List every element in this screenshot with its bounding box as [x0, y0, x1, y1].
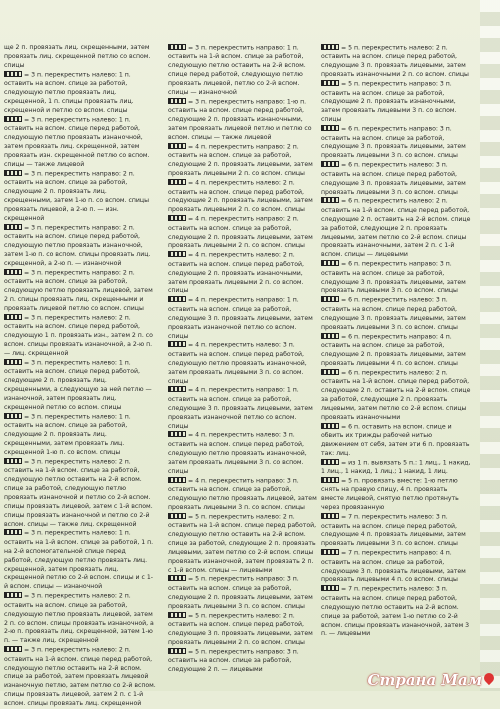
- legend-text: = 3 п. перекрестить направо: 1-ю п. оставить на вспом. спице перед работой, следующие 2 п. провязать изнаночными, затем провязать лицевой петлю и петлю со вспом. спицы — также лицевой: [168, 98, 312, 142]
- legend-entry: [168, 143, 318, 179]
- stitch-symbol-icon: [321, 549, 339, 555]
- legend-entry: [4, 592, 156, 646]
- legend-text: = 6 п. перекрестить направо: 4 п. оставить на вспом. спице за работой, следующие 2 п. провязать лицевыми, затем провязать лицевыми 4 п. со вспом. спицы: [321, 333, 466, 367]
- legend-text: = 3 п. перекрестить налево: 2 п. оставить на вспом. спице за работой, следующую петлю провязать лицевой, затем 2 п. со вспом. спицы провязать изнаночной, а 2-ю п. провязать лиц. скрещенной, затем 1-ю п. — также лиц. скрещенной: [4, 592, 154, 645]
- legend-entry: [168, 513, 318, 576]
- stitch-symbol-icon: [321, 513, 339, 519]
- legend-entry: [4, 269, 156, 314]
- legend-text: = 4 п. перекрестить налево: 3 п. оставить на вспом. спице перед работой, следующую петлю провязать изнаночной, затем провязать лицевыми 3 п. со вспом. спицы: [168, 431, 307, 475]
- legend-column-1: [4, 44, 156, 709]
- stitch-symbol-icon: [168, 612, 186, 618]
- stitch-symbol-icon: [168, 341, 186, 347]
- legend-entry: [4, 224, 156, 269]
- legend-entry: [321, 459, 471, 477]
- legend-entry: [168, 386, 318, 431]
- legend-text: = 3 п. перекрестить направо: 1 п. оставить на 1-й вспом. спице за работой, следующую петлю оставить на 2-й вспом. спице перед работой, следующую петлю провязать лицевой, петлю со 2-й вспом. спицы — изнаночной: [168, 44, 306, 97]
- stitch-symbol-icon: [4, 314, 22, 320]
- legend-entry: [321, 477, 471, 513]
- page-edge-strip: [480, 0, 500, 691]
- legend-text: = 3 п. перекрестить налево: 2 п. оставить на 1-й вспом. спице перед работой, следующую петлю оставить на 2-й вспом. спице за работой, затем провязать лицевой изнаночную петлю, затем петлю со 2-й вспом. спицы провязать лицевой, затем 2 п. с 1-й вспом. спицы провязать лиц. скрещенной: [4, 646, 156, 708]
- legend-text: = 5 п. перекрестить налево: 2 п. оставить на 1-й вспом. спице перед работой, следующую петлю оставить на 2-й вспом. спице за работой, следующие 2 п. провязать лицевыми, затем петлю со 2-й вспом. спицы провязать изнаночной, затем провязать 2 п. с 1-й вспом. спицы — лицевыми: [168, 513, 317, 574]
- stitch-symbol-icon: [4, 458, 22, 464]
- legend-text: = 4 п. перекрестить налево: 2 п. оставить на вспом. спице перед работой, следующие 2 п. провязать изнаночными, затем провязать лицевыми 2 п. со вспом. спицы: [168, 251, 304, 295]
- legend-entry: [168, 648, 318, 675]
- stitch-symbol-icon: [321, 369, 339, 375]
- legend-text: = 5 п. перекрестить направо: 3 п. оставить на вспом. спице за работой, следующие 2 п. — лицевыми: [168, 648, 299, 674]
- stitch-symbol-icon: [168, 143, 186, 149]
- legend-text: = 3 п. перекрестить налево: 2 п. оставить на вспом. спице перед работой, следующую 1 п. провязать изн., затем 2 п. со вспом. спицы провязать изнаночной, а 2-ю п. — лиц. скрещенной: [4, 314, 153, 357]
- stitch-symbol-icon: [168, 431, 186, 437]
- legend-text: = 5 п. провязать вместе: 1-ю петлю снять на правую спицу, 4 п. провязать вместе лицевой, снятую петлю протянуть через провязанную: [321, 477, 459, 512]
- stitch-symbol-icon: [321, 459, 339, 465]
- legend-text: = 4 п. перекрестить налево: 3 п. оставить на вспом. спице перед работой, следующую петлю провязать изнаночной, затем провязать лицевыми 3 п. со вспом. спицы: [168, 341, 307, 385]
- legend-text: = 3 п. перекрестить направо: 2 п. оставить на вспом. спице за работой, следующую петлю провязать лицевой, затем 2 п. спицы провязать лиц. скрещенными и провязать лицевой петлю со вспом. спицы: [4, 269, 153, 312]
- legend-entry: [4, 646, 156, 709]
- legend-text: = 3 п. перекрестить налево: 1 п. оставить на вспом. спице перед работой, следующие 2 п. провязать лиц. скрещенными, а следующую за ней петлю — изнаночной, затем провязать лиц. скрещенной петлю со вспом. спицы: [4, 359, 152, 411]
- legend-text: = из 1 п. вывязать 5 п.: 1 лиц., 1 накид, 1 лиц., 1 накид, 1 лиц.; 1 накид, 1 лиц.: [321, 459, 471, 476]
- stitch-symbol-icon: [4, 116, 22, 122]
- legend-text: = 3 п. перекрестить направо: 2 п. оставить на вспом. спице перед работой, следующую петлю провязать изнаночной, затем 1-ю п. со вспом. спицы провязать лиц. скрещенной, а 2-ю п. — изнаночной: [4, 224, 151, 267]
- stitch-symbol-icon: [4, 646, 22, 652]
- legend-text: = 5 п. перекрестить налево: 2 п. оставить на вспом. спице перед работой, следующие 3 п. провязать лицевыми, затем провязать лицевыми 2 п. со вспом. спицы: [168, 612, 313, 646]
- legend-text: = 5 п. перекрестить налево: 2 п. оставить на вспом. спице перед работой, следующие 3 п. провязать лицевыми, затем провязать изнаночными 2 п. со вспом. спицы: [321, 44, 469, 79]
- legend-text: = 6 п. перекрестить налево: 2 п. оставить на 1-й вспом. спице перед работой, следующие 2 п. оставить на 2-й вспом. спице за работой, следующие 2 п. провязать лицевыми, затем петлю со 2-й вспом. спицы провязать изнаночными: [321, 369, 471, 421]
- legend-entry: [4, 314, 156, 359]
- legend-entry: [4, 44, 156, 71]
- legend-entry: [168, 44, 318, 98]
- legend-entry: [321, 197, 471, 260]
- legend-entry: [321, 423, 471, 459]
- stitch-symbol-icon: [168, 386, 186, 392]
- legend-entry: [321, 585, 471, 639]
- legend-entry: [168, 251, 318, 296]
- stitch-symbol-icon: [168, 575, 186, 581]
- legend-entry: [4, 359, 156, 413]
- stitch-symbol-icon: [168, 179, 186, 185]
- legend-text: = 4 п. перекрестить направо: 2 п. оставить на вспом. спице за работой, следующие 2 п. провязать лицевыми, затем провязать лицевыми 2 п. со вспом. спицы: [168, 215, 313, 250]
- legend-entry: [168, 341, 318, 386]
- legend-text: = 4 п. перекрестить направо: 3 п. оставить на вспом. спице за работой, следующую петлю провязать лицевой, затем провязать лицевыми 3 п. со вспом. спицы: [168, 477, 317, 511]
- legend-entry: [168, 612, 318, 648]
- legend-text: = 4 п. перекрестить направо: 1 п. оставить на вспом. спице за работой, следующие 3 п. провязать лицевыми, затем провязать изнаночной петлю со вспом. спицы: [168, 386, 313, 430]
- legend-entry: [4, 413, 156, 458]
- legend-entry: [4, 116, 156, 170]
- stitch-symbol-icon: [321, 423, 339, 429]
- legend-text: = 4 п. перекрестить направо: 2 п. оставить на вспом. спице за работой, следующие 2 п. провязать лицевыми, затем провязать лицевыми 2 п. со вспом. спицы: [168, 143, 313, 178]
- stitch-symbol-icon: [168, 98, 186, 104]
- legend-entry: [168, 215, 318, 251]
- stitch-symbol-icon: [321, 477, 339, 483]
- stitch-symbol-icon: [321, 197, 339, 203]
- stitch-symbol-icon: [4, 71, 22, 77]
- legend-column-2: [168, 44, 318, 675]
- stitch-symbol-icon: [321, 161, 339, 167]
- stitch-symbol-icon: [168, 477, 186, 483]
- legend-entry: [321, 161, 471, 197]
- legend-entry: [168, 296, 318, 341]
- legend-text: = 6 п. перекрестить налево: 2 п. оставить на 1-й вспом. спице перед работой, следующие 2 п. оставить на 2-й вспом. спице за работой, следующие 2 п. провязать лицевыми, затем петлю со 2-й вспом. спицы провязать изнаночными, затем 2 п. с 1-й вспом. спицы — лицевыми: [321, 197, 471, 259]
- stitch-symbol-icon: [168, 215, 186, 221]
- stitch-symbol-icon: [4, 529, 22, 535]
- stitch-symbol-icon: [321, 296, 339, 302]
- legend-text: = 6 п. перекрестить направо: 3 п. оставить на вспом. спице за работой, следующие 3 п. провязать лицевыми, затем провязать лицевыми 3 п. со вспом. спицы: [321, 260, 466, 295]
- legend-entry: [321, 333, 471, 369]
- legend-text: ще 2 п. провязать лиц. скрещенными, затем провязать лиц. скрещенной петлю со вспом. спицы: [4, 44, 151, 69]
- legend-entry: [4, 71, 156, 116]
- legend-entry: [168, 575, 318, 611]
- stitch-symbol-icon: [321, 585, 339, 591]
- legend-entry: [4, 458, 156, 530]
- stitch-symbol-icon: [4, 224, 22, 230]
- legend-text: = 6 п. оставить на вспом. спице и обвить их трижды рабочей нитью движением от себя, затем эти 6 п. провязать так: лиц.: [321, 423, 470, 457]
- stitch-symbol-icon: [321, 80, 339, 86]
- stitch-symbol-icon: [168, 513, 186, 519]
- legend-entry: [321, 44, 471, 80]
- stitch-symbol-icon: [4, 592, 22, 598]
- legend-entry: [4, 170, 156, 224]
- watermark-logo: [368, 671, 494, 689]
- stitch-symbol-icon: [4, 170, 22, 176]
- stitch-symbol-icon: [168, 44, 186, 50]
- legend-entry: [321, 369, 471, 423]
- stitch-symbol-icon: [4, 359, 22, 365]
- legend-text: = 6 п. перекрестить направо: 3 п. оставить на вспом. спице за работой, следующие 3 п. провязать лицевыми, затем провязать лицевыми 3 п. со вспом. спицы: [321, 125, 466, 160]
- legend-text: = 5 п. перекрестить направо: 3 п. оставить на вспом. спице за работой, следующие 2 п. провязать изнаночными, затем провязать лицевыми 3 п. со вспом. спицы: [321, 80, 457, 124]
- stitch-symbol-icon: [321, 44, 339, 50]
- stitch-symbol-icon: [168, 648, 186, 654]
- legend-text: = 3 п. перекрестить налево: 2 п. оставить на 1-й вспом. спице за работой, следующую петлю оставить на 2-й вспом. спице за работой, следующую петлю провязать изнаночной и петлю со 2-й вспом. спицы провязать лицевой, затем с 1-й вспом. спицы провязать изнаночной и петлю со 2-й вспом. спицы — также лиц. скрещенной: [4, 458, 153, 528]
- legend-text: = 6 п. перекрестить налево: 3 п. оставить на вспом. спице перед работой, следующие 3 п. провязать лицевыми, затем провязать лицевыми 3 п. со вспом. спицы: [321, 296, 466, 331]
- watermark-text: Страна Мам: [367, 671, 482, 689]
- legend-text: = 4 п. перекрестить налево: 2 п. оставить на вспом. спице перед работой, следующие 2 п. провязать лицевыми, затем провязать лицевыми 2 п. со вспом. спицы: [168, 179, 313, 214]
- legend-entry: [321, 125, 471, 161]
- stitch-symbol-icon: [168, 296, 186, 302]
- legend-entry: [168, 431, 318, 476]
- legend-text: = 3 п. перекрестить налево: 1 п. оставить на вспом. спице перед работой, следующую петлю провязать изнаночной, затем провязать лиц. скрещенной, затем провязать изн. скрещенной петлю со вспом. спицы — также лицевой: [4, 116, 150, 168]
- stitch-symbol-icon: [321, 333, 339, 339]
- stitch-symbol-icon: [321, 260, 339, 266]
- legend-entry: [321, 549, 471, 585]
- legend-text: = 7 п. перекрестить налево: 3 п. оставить на вспом. спице перед работой, следующие 4 п. провязать лицевыми, затем провязать лицевыми 3 п. со вспом. спицы: [321, 513, 466, 548]
- legend-text: = 5 п. перекрестить направо: 3 п. оставить на вспом. спице за работой, следующие 2 п. провязать лицевыми, затем провязать лицевыми 3 п. со вспом. спицы: [168, 575, 313, 610]
- legend-entry: [321, 260, 471, 296]
- legend-entry: [321, 296, 471, 332]
- legend-entry: [321, 80, 471, 125]
- legend-entry: [168, 98, 318, 143]
- legend-entry: [321, 513, 471, 549]
- stitch-symbol-icon: [321, 125, 339, 131]
- legend-entry: [168, 179, 318, 215]
- legend-text: = 3 п. перекрестить налево: 1 п. оставить на вспом. спице за работой, следующую петлю провязать лиц. скрещенной, 1 п. спицы провязать лиц. скрещенной и петлю со вспом. спицы: [4, 71, 134, 114]
- legend-text: = 3 п. перекрестить налево: 1 п. оставить на 1-й вспом. спице за работой, 1 п. на 2-й вспомогательной спице перед работой, следующую петлю провязать лиц. скрещенной, затем провязать лиц. скрещенной петлю со 2-й вспом. спицы и с 1-й вспом. спицы — изнаночной: [4, 529, 154, 591]
- legend-entry: [4, 529, 156, 592]
- legend-text: = 3 п. перекрестить налево: 1 п. оставить на вспом. спице за работой, следующие 2 п. провязать лиц. скрещенными, затем провязать лиц. скрещенной 1-ю п. со вспом. спицы: [4, 413, 131, 456]
- stitch-symbol-icon: [4, 269, 22, 275]
- legend-column-3: [321, 44, 471, 639]
- heart-icon: [482, 671, 496, 685]
- stitch-symbol-icon: [4, 413, 22, 419]
- legend-text: = 4 п. перекрестить направо: 1 п. оставить на вспом. спице за работой, следующие 3 п. провязать лицевыми, затем провязать изнаночной петлю со вспом. спицы: [168, 296, 313, 340]
- legend-text: = 7 п. перекрестить направо: 4 п. оставить на вспом. спице за работой, следующие 3 п. провязать лицевыми, затем провязать лицевыми 4 п. со вспом. спицы: [321, 549, 466, 584]
- legend-entry: [168, 477, 318, 513]
- legend-text: = 3 п. перекрестить направо: 2 п. оставить на вспом. спице за работой, следующие 2 п. провязать лиц. скрещенными, затем 1-ю п. со вспом. спицы провязать лицевой, а 2-ю п. — изн. скрещенной: [4, 170, 149, 222]
- legend-text: = 7 п. перекрестить налево: 3 п. оставить на вспом. спице перед работой, следующую петлю оставить на 2-й вспом. спице за работой, затем 1-ю петлю со 2-й вспом. спицы провязать изнаночной, затем 3 п. — лицевыми: [321, 585, 470, 638]
- stitch-symbol-icon: [168, 251, 186, 257]
- legend-text: = 6 п. перекрестить налево: 3 п. оставить на вспом. спице перед работой, следующие 3 п. провязать лицевыми, затем провязать лицевыми 3 п. со вспом. спицы: [321, 161, 466, 196]
